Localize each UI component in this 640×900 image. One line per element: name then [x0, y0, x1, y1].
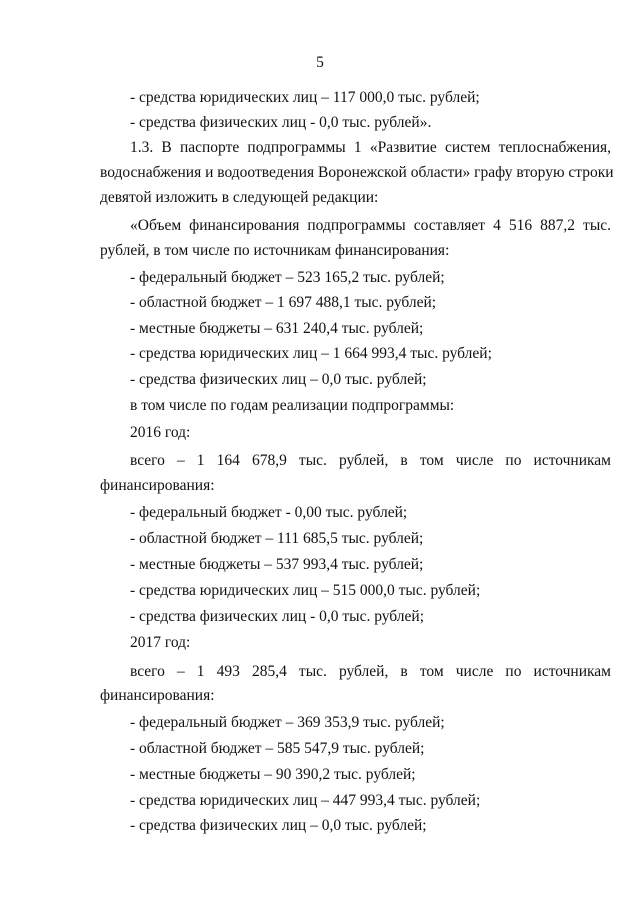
list-item: - федеральный бюджет – 523 165,2 тыс. рублей; — [130, 269, 445, 286]
list-item: - местные бюджеты – 90 390,2 тыс. рублей; — [130, 766, 416, 783]
list-item: - федеральный бюджет - 0,00 тыс. рублей; — [130, 504, 408, 521]
paragraph-line: «Объем финансирования подпрограммы составляет 4 516 887,2 тыс. — [130, 217, 611, 234]
text-line: в том числе по годам реализации подпрограммы: — [130, 397, 455, 414]
year-heading: 2017 год: — [130, 634, 191, 651]
list-item: - местные бюджеты – 537 993,4 тыс. рублей; — [130, 556, 424, 573]
list-item: - средства физических лиц – 0,0 тыс. рублей; — [130, 817, 427, 834]
list-item: - средства юридических лиц – 447 993,4 тыс. рублей; — [130, 792, 481, 809]
paragraph-line: 1.3. В паспорте подпрограммы 1 «Развитие систем теплоснабжения, — [130, 139, 611, 156]
list-item: - средства юридических лиц – 515 000,0 тыс. рублей; — [130, 582, 481, 599]
paragraph-line: финансирования: — [100, 687, 215, 704]
paragraph-line: финансирования: — [100, 477, 215, 494]
list-item: - областной бюджет – 1 697 488,1 тыс. рублей; — [130, 294, 437, 311]
year-heading: 2016 год: — [130, 424, 191, 441]
list-item: - областной бюджет – 111 685,5 тыс. рублей; — [130, 530, 424, 547]
paragraph-line: всего – 1 493 285,4 тыс. рублей, в том числе по источникам — [130, 663, 611, 680]
paragraph-line: водоснабжения и водоотведения Воронежской области» графу вторую строки — [100, 164, 614, 181]
paragraph-line: всего – 1 164 678,9 тыс. рублей, в том числе по источникам — [130, 452, 611, 469]
list-item: - областной бюджет – 585 547,9 тыс. рублей; — [130, 740, 425, 757]
text-line: - средства юридических лиц – 117 000,0 тыс. рублей; — [130, 89, 480, 106]
list-item: - средства физических лиц – 0,0 тыс. рублей; — [130, 371, 427, 388]
page-number: 5 — [316, 54, 324, 71]
list-item: - местные бюджеты – 631 240,4 тыс. рублей; — [130, 320, 424, 337]
list-item: - средства физических лиц - 0,0 тыс. рублей; — [130, 608, 425, 625]
paragraph-line: рублей, в том числе по источникам финансирования: — [100, 242, 450, 259]
list-item: - средства юридических лиц – 1 664 993,4 тыс. рублей; — [130, 345, 492, 362]
paragraph-line: девятой изложить в следующей редакции: — [100, 189, 379, 206]
list-item: - федеральный бюджет – 369 353,9 тыс. рублей; — [130, 714, 445, 731]
text-line: - средства физических лиц - 0,0 тыс. рублей». — [130, 114, 432, 131]
